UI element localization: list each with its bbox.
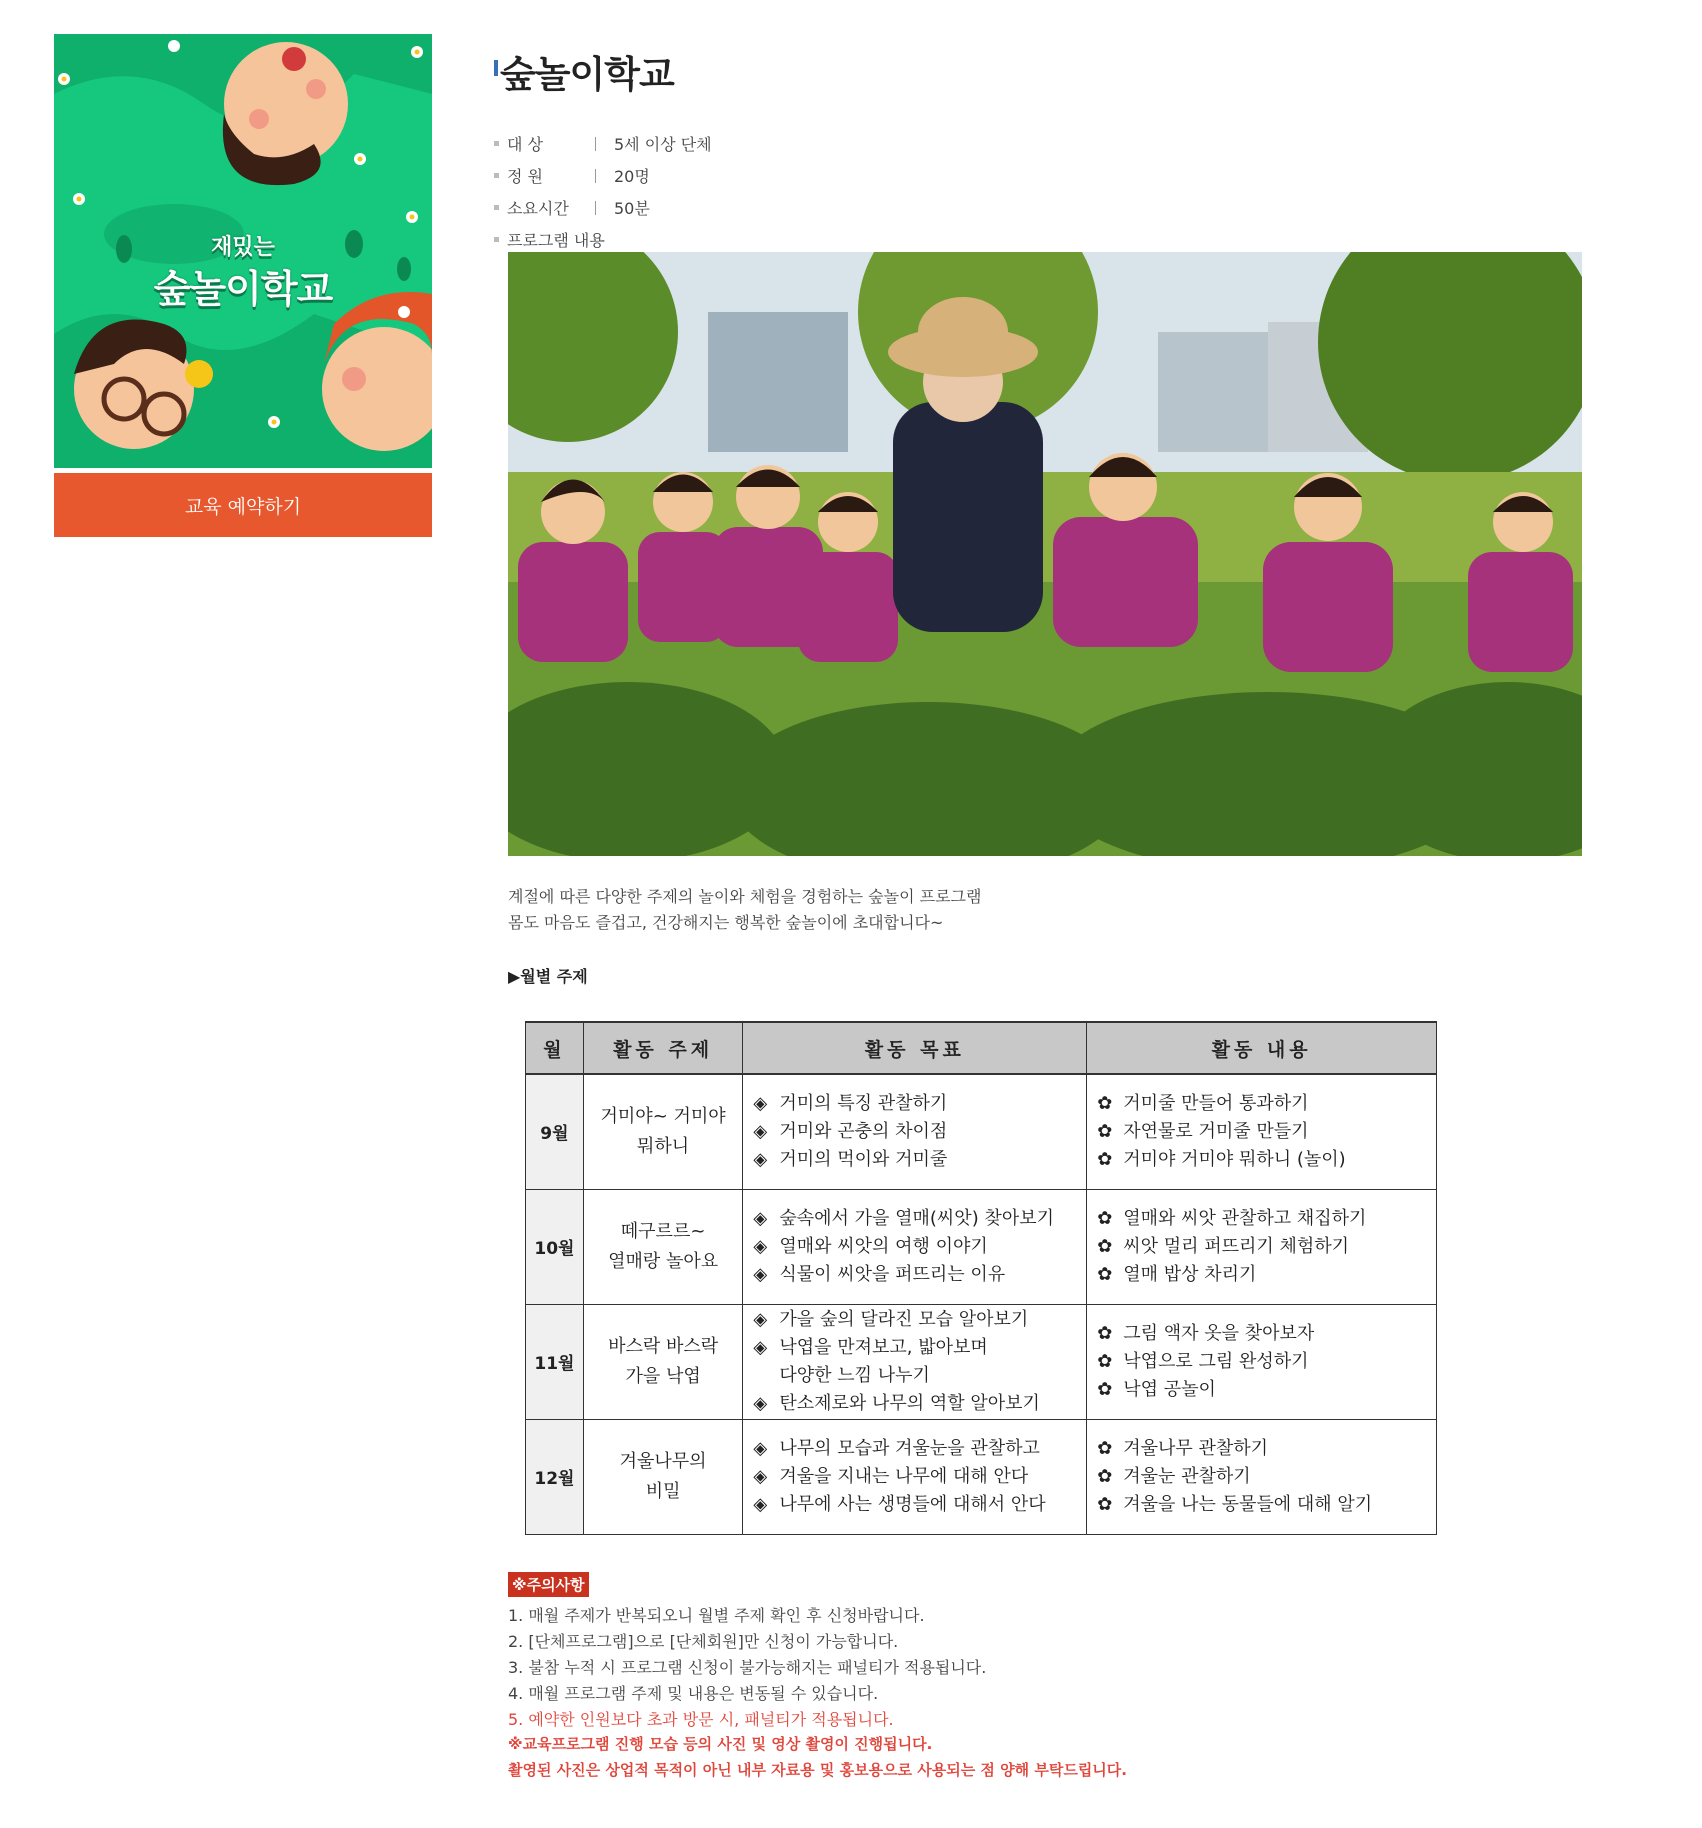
goal-item: ◈ 거미와 곤충의 차이점 (753, 1118, 1086, 1146)
flower-bullet-icon: ✿ (1097, 1493, 1113, 1515)
topic-cell (583, 1419, 742, 1534)
goals-cell (743, 1189, 1087, 1304)
flower-bullet-icon: ✿ (1097, 1350, 1113, 1372)
diamond-bullet-icon: ◈ (753, 1207, 768, 1229)
goal-item: ◈ 나무의 모습과 겨울눈을 관찰하고 (753, 1435, 1086, 1463)
poster-title: 숲놀이학교 (153, 267, 333, 311)
goal-item: ◈ 식물이 씨앗을 퍼뜨리는 이유 (753, 1261, 1086, 1289)
info-row-capacity (494, 164, 650, 187)
header-month: 월 (526, 1022, 584, 1074)
notice-item: 1. 매월 주제가 반복되오니 월별 주제 확인 후 신청바랍니다. (508, 1606, 925, 1625)
topic-line: 열매랑 놀아요 (608, 1250, 719, 1272)
notice-item-warning: 5. 예약한 인원보다 초과 방문 시, 패널티가 적용됩니다. (508, 1710, 894, 1729)
diamond-bullet-icon: ◈ (753, 1465, 768, 1487)
description-line: 몸도 마음도 즐겁고, 건강해지는 행복한 숲놀이에 초대합니다~ (508, 913, 944, 932)
program-photo (508, 252, 1582, 856)
flower-bullet-icon: ✿ (1097, 1235, 1113, 1257)
month-cell: 12월 (526, 1419, 584, 1534)
info-value: 50분 (614, 199, 650, 218)
info-row-duration (494, 196, 650, 219)
bullet-square-icon (494, 141, 499, 146)
notice-photo-warning: 촬영된 사진은 상업적 목적이 아닌 내부 자료용 및 홍보용으로 사용되는 점 양해 부탁드립니다. (508, 1761, 1127, 1779)
goal-item: ◈ 나무에 사는 생명들에 대해서 안다 (753, 1491, 1086, 1519)
notice-photo-warning: ※교육프로그램 진행 모습 등의 사진 및 영상 촬영이 진행됩니다. (508, 1735, 933, 1753)
header-activities: 활동 내용 (1087, 1022, 1437, 1074)
activity-item: ✿ 열매 밥상 차리기 (1097, 1261, 1436, 1289)
diamond-bullet-icon: ◈ (753, 1263, 768, 1285)
activity-item: ✿ 거미야 거미야 뭐하니 (놀이) (1097, 1146, 1436, 1174)
flower-bullet-icon: ✿ (1097, 1120, 1113, 1142)
flower-bullet-icon: ✿ (1097, 1378, 1113, 1400)
goals-cell (743, 1304, 1087, 1419)
activity-item: ✿ 겨울나무 관찰하기 (1097, 1435, 1436, 1463)
goal-item: ◈ 숲속에서 가을 열매(씨앗) 찾아보기 (753, 1205, 1086, 1233)
activities-cell (1087, 1189, 1437, 1304)
header-goals: 활동 목표 (743, 1022, 1087, 1074)
diamond-bullet-icon: ◈ (753, 1120, 768, 1142)
diamond-bullet-icon: ◈ (753, 1437, 768, 1459)
diamond-bullet-icon: ◈ (753, 1493, 768, 1515)
table-row (526, 1074, 1437, 1189)
goal-item-continuation: 다양한 느낌 나누기 (779, 1364, 930, 1386)
bullet-square-icon (494, 173, 499, 178)
reserve-button[interactable]: 교육 예약하기 (54, 473, 432, 537)
flower-bullet-icon: ✿ (1097, 1437, 1113, 1459)
bullet-square-icon (494, 205, 499, 210)
diamond-bullet-icon: ◈ (753, 1336, 768, 1358)
bullet-square-icon (494, 237, 499, 242)
activity-item: ✿ 씨앗 멀리 퍼뜨리기 체험하기 (1097, 1233, 1436, 1261)
table-row (526, 1304, 1437, 1419)
activity-item: ✿ 거미줄 만들어 통과하기 (1097, 1090, 1436, 1118)
goal-item: ◈ 거미의 특징 관찰하기 (753, 1090, 1086, 1118)
table-row (526, 1189, 1437, 1304)
flower-bullet-icon: ✿ (1097, 1263, 1113, 1285)
topic-line: 바스락 바스락 (608, 1335, 719, 1357)
month-cell: 10월 (526, 1189, 584, 1304)
header-topic: 활동 주제 (583, 1022, 742, 1074)
title-accent-bar (494, 60, 498, 76)
topic-line: 떼구르르~ (620, 1220, 706, 1242)
topic-line: 겨울나무의 (619, 1450, 707, 1472)
info-label: 대 상 (507, 135, 543, 154)
diamond-bullet-icon: ◈ (753, 1392, 768, 1414)
activity-item: ✿ 겨울눈 관찰하기 (1097, 1463, 1436, 1491)
goal-item: ◈ 겨울을 지내는 나무에 대해 안다 (753, 1463, 1086, 1491)
activity-item: ✿ 낙엽으로 그림 완성하기 (1097, 1348, 1436, 1376)
table-row (526, 1419, 1437, 1534)
notice-badge: ※주의사항 (508, 1572, 589, 1597)
info-value: 20명 (614, 167, 650, 186)
divider (595, 201, 596, 215)
topic-line: 가을 낙엽 (625, 1365, 701, 1387)
monthly-schedule-table (525, 1021, 1437, 1535)
info-label: 프로그램 내용 (507, 231, 605, 250)
diamond-bullet-icon: ◈ (753, 1308, 768, 1330)
topic-line: 뭐하니 (637, 1135, 690, 1157)
goals-cell (743, 1419, 1087, 1534)
activities-cell (1087, 1304, 1437, 1419)
divider (595, 169, 596, 183)
topic-line: 거미야~ 거미야 (600, 1105, 726, 1127)
notice-item: 3. 불참 누적 시 프로그램 신청이 불가능해지는 패널티가 적용됩니다. (508, 1658, 987, 1677)
diamond-bullet-icon: ◈ (753, 1235, 768, 1257)
activity-item: ✿ 그림 액자 옷을 찾아보자 (1097, 1320, 1436, 1348)
info-row-content (494, 228, 605, 251)
diamond-bullet-icon: ◈ (753, 1092, 768, 1114)
goal-item: ◈ 열매와 씨앗의 여행 이야기 (753, 1233, 1086, 1261)
goals-cell (743, 1074, 1087, 1189)
activity-item: ✿ 자연물로 거미줄 만들기 (1097, 1118, 1436, 1146)
activity-item: ✿ 겨울을 나는 동물들에 대해 알기 (1097, 1491, 1436, 1519)
page-title: 숲놀이학교 (500, 53, 674, 96)
divider (595, 137, 596, 151)
activity-item: ✿ 열매와 씨앗 관찰하고 채집하기 (1097, 1205, 1436, 1233)
notice-item: 2. [단체프로그램]으로 [단체회원]만 신청이 가능합니다. (508, 1632, 899, 1651)
description-line: 계절에 따른 다양한 주제의 놀이와 체험을 경험하는 숲놀이 프로그램 (508, 887, 982, 906)
flower-bullet-icon: ✿ (1097, 1465, 1113, 1487)
month-cell: 9월 (526, 1074, 584, 1189)
notice-item: 4. 매월 프로그램 주제 및 내용은 변동될 수 있습니다. (508, 1684, 879, 1703)
flower-bullet-icon: ✿ (1097, 1322, 1113, 1344)
info-value: 5세 이상 단체 (614, 135, 712, 154)
info-label: 소요시간 (507, 199, 569, 218)
topic-cell (583, 1189, 742, 1304)
topic-line: 비밀 (645, 1480, 681, 1502)
table-header-row (526, 1022, 1437, 1074)
goal-item: ◈ 가을 숲의 달라진 모습 알아보기 (753, 1306, 1086, 1334)
flower-bullet-icon: ✿ (1097, 1092, 1113, 1114)
children-forest-photo (508, 252, 1582, 856)
goal-item: ◈ 탄소제로와 나무의 역할 알아보기 (753, 1390, 1086, 1418)
goal-item: ◈ 낙엽을 만져보고, 밟아보며 (753, 1334, 1086, 1362)
flower-bullet-icon: ✿ (1097, 1148, 1113, 1170)
info-label: 정 원 (507, 167, 543, 186)
info-row-target (494, 132, 712, 155)
month-cell: 11월 (526, 1304, 584, 1419)
activities-cell (1087, 1074, 1437, 1189)
topic-cell (583, 1074, 742, 1189)
topic-cell (583, 1304, 742, 1419)
flower-bullet-icon: ✿ (1097, 1207, 1113, 1229)
activities-cell (1087, 1419, 1437, 1534)
program-poster (54, 34, 432, 468)
diamond-bullet-icon: ◈ (753, 1148, 768, 1170)
monthly-heading: ▶월별 주제 (508, 967, 588, 986)
poster-subtitle: 재밌는 (211, 235, 275, 260)
goal-item: ◈ 거미의 먹이와 거미줄 (753, 1146, 1086, 1174)
activity-item: ✿ 낙엽 공놀이 (1097, 1376, 1436, 1404)
